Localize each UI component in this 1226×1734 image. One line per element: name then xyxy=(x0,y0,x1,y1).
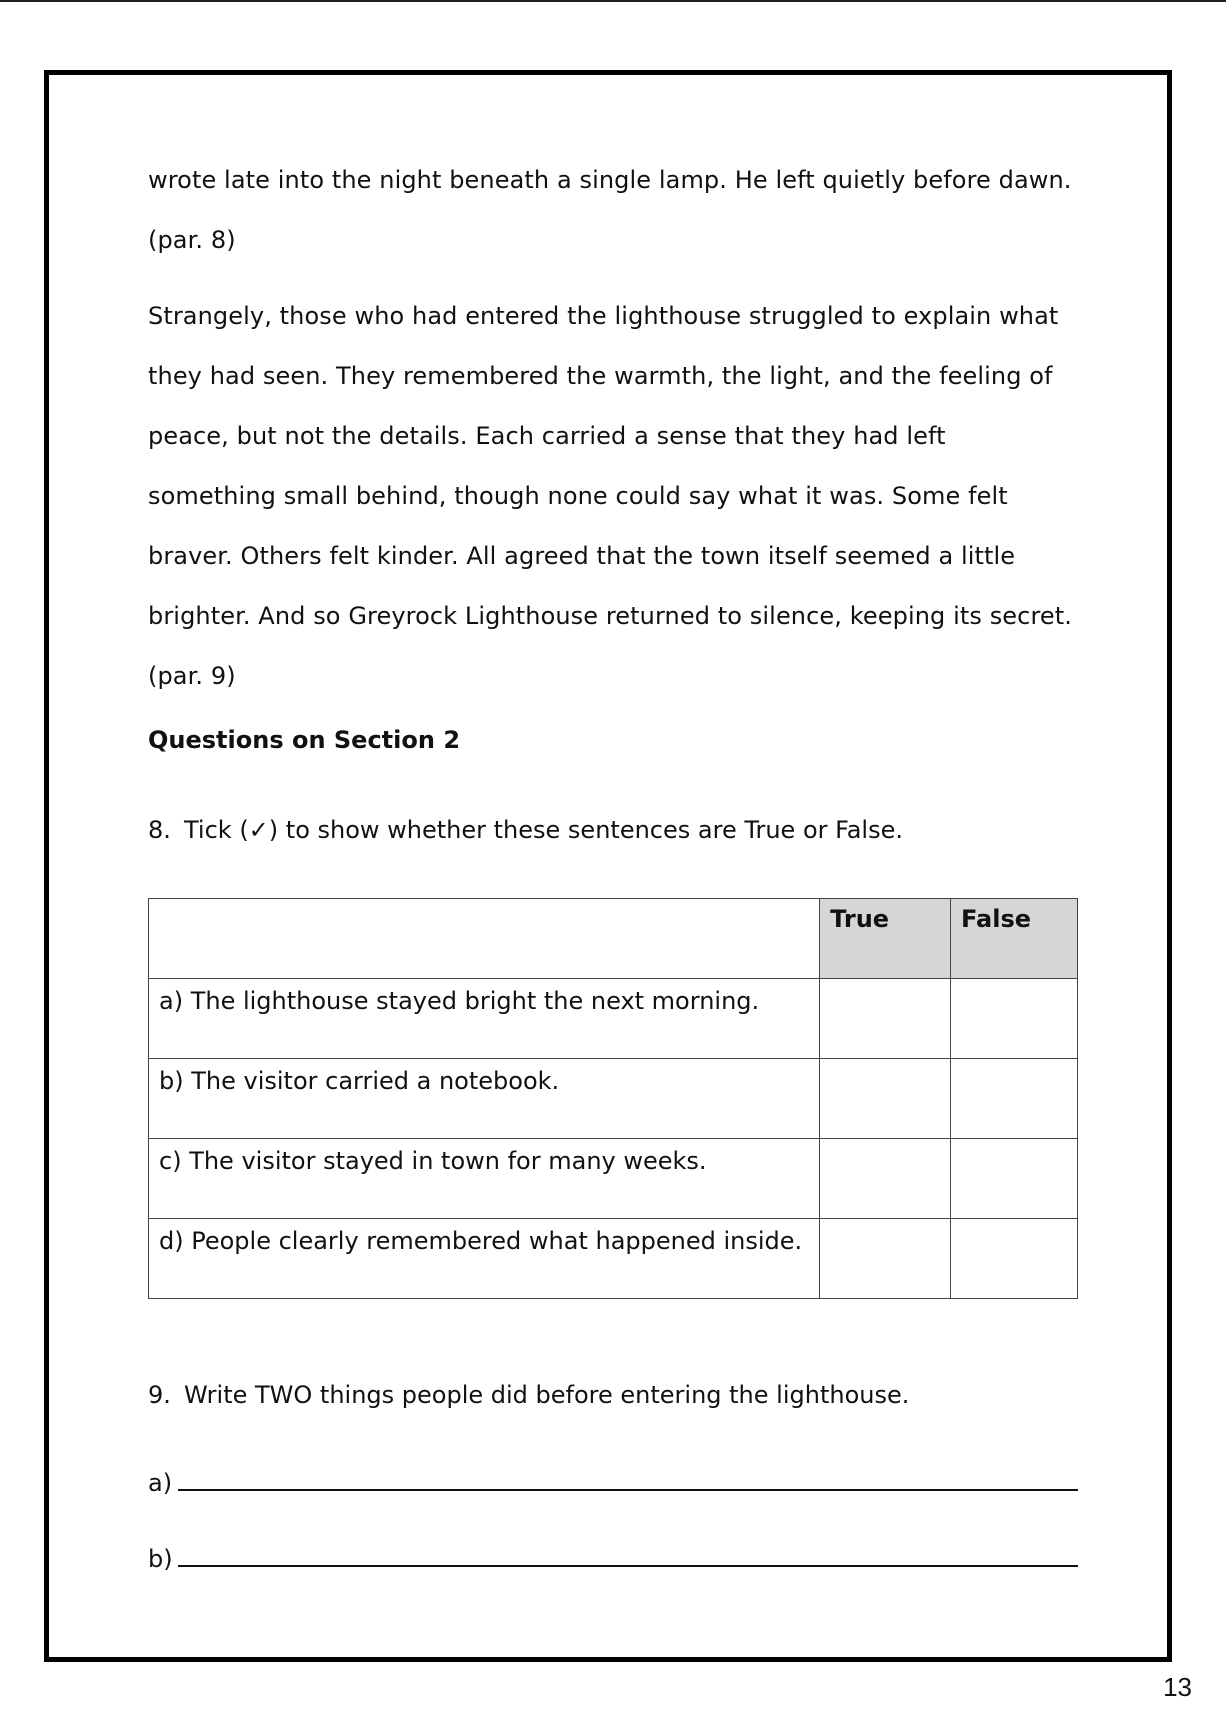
answer-b-line[interactable] xyxy=(178,1537,1078,1567)
top-rule xyxy=(0,0,1226,2)
page-content xyxy=(148,150,1078,1573)
tick-box-false-a[interactable] xyxy=(951,979,1078,1059)
question-8-text: Tick (✓) to show whether these sentences are True or False. xyxy=(184,816,903,844)
tick-box-false-d[interactable] xyxy=(951,1219,1078,1299)
table-row xyxy=(149,979,1078,1059)
passage-paragraph-8-end: wrote late into the night beneath a single lamp. He left quietly before dawn. (par. 8) xyxy=(148,166,1072,254)
answer-a-line[interactable] xyxy=(178,1461,1078,1491)
true-false-table xyxy=(148,898,1078,1299)
answer-b-label: b) xyxy=(148,1545,173,1573)
question-9-text: Write TWO things people did before entering the lighthouse. xyxy=(184,1381,910,1409)
answer-a-label: a) xyxy=(148,1469,173,1497)
statement-c: c) The visitor stayed in town for many weeks. xyxy=(149,1139,820,1219)
section-heading: Questions on Section 2 xyxy=(148,726,461,754)
tick-box-true-d[interactable] xyxy=(820,1219,951,1299)
header-true: True xyxy=(820,899,951,979)
table-row xyxy=(149,1139,1078,1219)
tick-box-false-c[interactable] xyxy=(951,1139,1078,1219)
statement-b: b) The visitor carried a notebook. xyxy=(149,1059,820,1139)
question-8 xyxy=(148,810,1078,850)
table-header-row xyxy=(149,899,1078,979)
question-9-number: 9. xyxy=(148,1381,171,1409)
answer-a-row xyxy=(148,1457,1078,1497)
question-9 xyxy=(148,1375,1078,1415)
tick-box-false-b[interactable] xyxy=(951,1059,1078,1139)
question-8-number: 8. xyxy=(148,816,171,844)
tick-box-true-a[interactable] xyxy=(820,979,951,1059)
table-row xyxy=(149,1219,1078,1299)
answer-b-row xyxy=(148,1533,1078,1573)
statement-a: a) The lighthouse stayed bright the next morning. xyxy=(149,979,820,1059)
header-blank xyxy=(149,899,820,979)
statement-d: d) People clearly remembered what happened inside. xyxy=(149,1219,820,1299)
page-number: 13 xyxy=(1163,1672,1192,1702)
tick-box-true-c[interactable] xyxy=(820,1139,951,1219)
table-row xyxy=(149,1059,1078,1139)
passage-paragraph-9: Strangely, those who had entered the lighthouse struggled to explain what they had seen. They remembered the warmth, the light, and the feeling of peace, but not the details. Each carried a sense that they had left something small behind, though none could say what it was. Some felt braver. Others felt kinder. All agreed that the town itself seemed a little brighter. And so Greyrock Lighthouse returned to silence, keeping its secret. (par. 9) xyxy=(148,302,1073,690)
tick-box-true-b[interactable] xyxy=(820,1059,951,1139)
header-false: False xyxy=(951,899,1078,979)
